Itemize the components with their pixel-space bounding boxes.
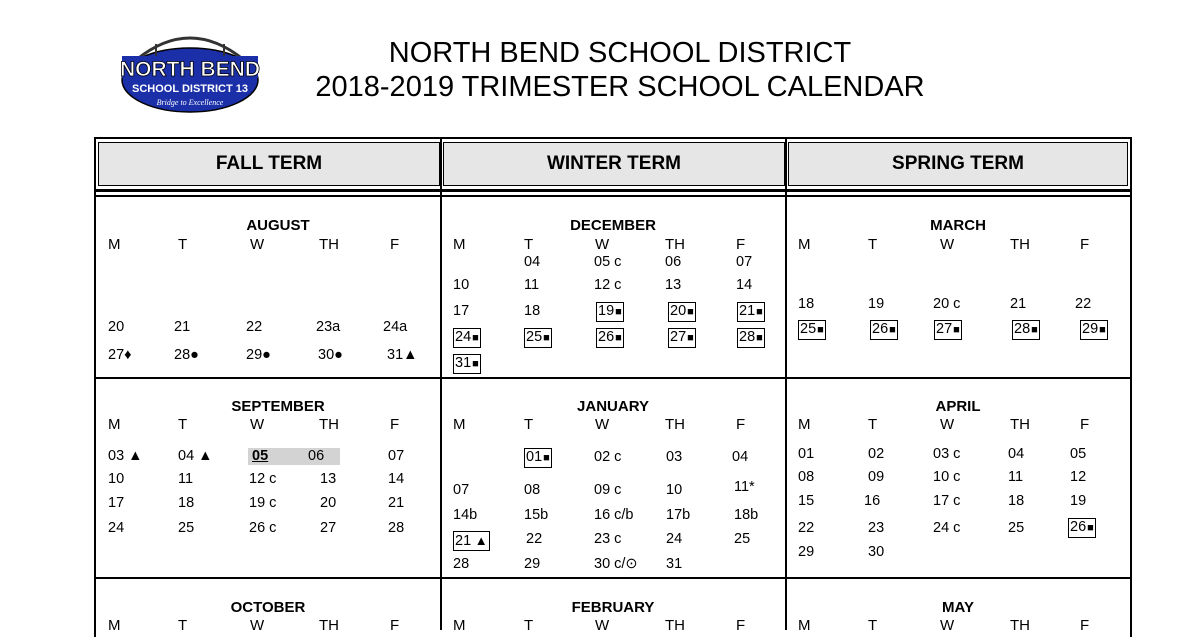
month-october: OCTOBER xyxy=(230,599,306,616)
month-may: MAY xyxy=(942,599,974,616)
weekday-label: W xyxy=(940,617,955,634)
day-jan-16: 16 c/b xyxy=(594,507,634,523)
month-february: FEBRUARY xyxy=(571,599,655,616)
day-sep-06: 06 xyxy=(304,448,340,465)
day-dec-24: 24 ■ xyxy=(453,328,481,348)
day-sep-19: 19 c xyxy=(249,495,277,511)
weekday-label: TH xyxy=(665,236,685,253)
day-dec-05: 05 c xyxy=(594,254,622,270)
weekday-label: M xyxy=(798,416,811,433)
day-sep-18: 18 xyxy=(178,495,195,511)
day-dec-27: 27 ■ xyxy=(668,328,696,348)
day-apr-03: 03 c xyxy=(933,446,961,462)
day-sep-21: 21 xyxy=(388,495,405,511)
day-jan-07: 07 xyxy=(453,482,470,498)
day-sep-13: 13 xyxy=(320,471,337,487)
day-sep-27: 27 xyxy=(320,520,337,536)
page-title-calendar: 2018-2019 TRIMESTER SCHOOL CALENDAR xyxy=(315,71,925,103)
weekday-label: W xyxy=(595,236,610,253)
weekday-label: W xyxy=(595,617,610,634)
day-jan-22: 22 xyxy=(526,531,543,547)
day-jan-09: 09 c xyxy=(594,482,622,498)
day-jan-02: 02 c xyxy=(594,449,622,465)
day-apr-12: 12 xyxy=(1070,469,1087,485)
weekday-label: M xyxy=(798,236,811,253)
day-jan-10: 10 xyxy=(666,482,683,498)
weekday-label: W xyxy=(940,236,955,253)
day-sep-25: 25 xyxy=(178,520,195,536)
day-sep-07: 07 xyxy=(388,448,405,464)
day-apr-16: 16 xyxy=(864,493,881,509)
weekday-label: M xyxy=(453,617,466,634)
weekday-label: W xyxy=(250,416,265,433)
day-dec-04: 04 xyxy=(524,254,541,270)
day-apr-10: 10 c xyxy=(933,469,961,485)
day-sep-26: 26 c xyxy=(249,520,277,536)
day-apr-18: 18 xyxy=(1008,493,1025,509)
weekday-label: M xyxy=(108,416,121,433)
weekday-label: F xyxy=(390,236,400,253)
weekday-label: TH xyxy=(1010,416,1030,433)
day-sep-12: 12 c xyxy=(249,471,277,487)
day-mar-20: 20 c xyxy=(933,296,961,312)
day-jan-14: 14b xyxy=(453,507,478,523)
weekday-label: T xyxy=(868,617,878,634)
day-mar-19: 19 xyxy=(868,296,885,312)
weekday-label: W xyxy=(595,416,610,433)
day-dec-11: 11 xyxy=(524,277,540,293)
day-aug-30: 30● xyxy=(318,347,343,363)
weekday-label: TH xyxy=(665,416,685,433)
day-jan-03: 03 xyxy=(666,449,683,465)
month-december: DECEMBER xyxy=(570,217,656,234)
day-jan-18: 18b xyxy=(734,507,759,523)
weekday-label: F xyxy=(1080,236,1090,253)
day-sep-05: 05 xyxy=(248,448,312,465)
weekday-label: TH xyxy=(319,236,339,253)
day-sep-03: 03 ▲ xyxy=(108,448,143,464)
day-apr-22: 22 xyxy=(798,520,815,536)
weekday-label: F xyxy=(736,236,746,253)
day-dec-13: 13 xyxy=(665,277,682,293)
day-dec-12: 12 c xyxy=(594,277,622,293)
day-dec-14: 14 xyxy=(736,277,753,293)
day-apr-24: 24 c xyxy=(933,520,961,536)
day-jan-17: 17b xyxy=(666,507,691,523)
day-mar-29: 29 ■ xyxy=(1080,320,1108,340)
page-title-district: NORTH BEND SCHOOL DISTRICT xyxy=(388,37,852,69)
day-dec-18: 18 xyxy=(524,303,541,319)
weekday-label: T xyxy=(178,236,188,253)
weekday-label: TH xyxy=(1010,617,1030,634)
day-sep-28: 28 xyxy=(388,520,405,536)
day-dec-26: 26 ■ xyxy=(596,328,624,348)
day-aug-23: 23a xyxy=(316,319,341,335)
logo-tagline: Bridge to Excellence xyxy=(156,98,224,107)
weekday-label: F xyxy=(390,416,400,433)
day-apr-17: 17 c xyxy=(933,493,961,509)
column-divider-2 xyxy=(785,139,787,630)
weekday-label: F xyxy=(736,617,746,634)
day-mar-28: 28 ■ xyxy=(1012,320,1040,340)
weekday-label: W xyxy=(250,617,265,634)
weekday-label: M xyxy=(453,236,466,253)
month-january: JANUARY xyxy=(577,398,649,415)
day-jan-04: 04 xyxy=(732,449,749,465)
weekday-label: TH xyxy=(319,617,339,634)
weekday-label: W xyxy=(250,236,265,253)
weekday-label: T xyxy=(524,416,534,433)
row-divider-2 xyxy=(96,577,1130,579)
day-mar-22: 22 xyxy=(1075,296,1092,312)
day-apr-04: 04 xyxy=(1008,446,1025,462)
weekday-label: T xyxy=(524,617,534,634)
day-dec-17: 17 xyxy=(453,303,470,319)
spring-term-header: SPRING TERM xyxy=(788,142,1128,186)
day-apr-15: 15 xyxy=(798,493,815,509)
day-aug-29: 29● xyxy=(246,347,271,363)
weekday-label: W xyxy=(940,416,955,433)
day-dec-21: 21 ■ xyxy=(737,302,765,322)
weekday-label: TH xyxy=(319,416,339,433)
month-august: AUGUST xyxy=(246,217,310,234)
day-aug-27: 27♦ xyxy=(108,347,132,363)
day-dec-28: 28 ■ xyxy=(737,328,765,348)
day-jan-23: 23 c xyxy=(594,531,622,547)
day-jan-08: 08 xyxy=(524,482,541,498)
day-apr-09: 09 xyxy=(868,469,885,485)
winter-term-header: WINTER TERM xyxy=(443,142,785,186)
day-sep-04: 04 ▲ xyxy=(178,448,213,464)
column-divider-1 xyxy=(440,139,442,630)
day-apr-25: 25 xyxy=(1008,520,1025,536)
day-jan-31: 31 xyxy=(666,556,683,572)
day-apr-02: 02 xyxy=(868,446,885,462)
day-aug-31: 31▲ xyxy=(387,347,418,363)
day-dec-19: 19 ■ xyxy=(596,302,624,322)
day-jan-29: 29 xyxy=(524,556,541,572)
day-mar-18: 18 xyxy=(798,296,815,312)
day-jan-30: 30 c/⊙ xyxy=(594,556,638,572)
district-logo xyxy=(116,22,264,114)
weekday-label: M xyxy=(108,617,121,634)
day-aug-20: 20 xyxy=(108,319,125,335)
day-jan-01: 01 ■ xyxy=(524,448,552,468)
day-sep-24: 24 xyxy=(108,520,125,536)
logo-district: SCHOOL DISTRICT 13 xyxy=(132,83,248,95)
day-sep-14: 14 xyxy=(388,471,405,487)
day-sep-17: 17 xyxy=(108,495,125,511)
day-dec-07: 07 xyxy=(736,254,753,270)
day-jan-21: 21 ▲ xyxy=(453,531,490,551)
day-mar-26: 26 ■ xyxy=(870,320,898,340)
day-aug-24: 24a xyxy=(383,319,408,335)
weekday-label: T xyxy=(178,617,188,634)
day-jan-11: 11* xyxy=(734,479,755,495)
day-jan-15: 15b xyxy=(524,507,549,523)
header-divider xyxy=(96,189,1130,192)
day-jan-28: 28 xyxy=(453,556,470,572)
day-apr-11: 11 xyxy=(1008,469,1024,485)
day-aug-21: 21 xyxy=(174,319,191,335)
day-mar-21: 21 xyxy=(1010,296,1027,312)
day-jan-24: 24 xyxy=(666,531,683,547)
weekday-label: T xyxy=(868,416,878,433)
weekday-label: T xyxy=(868,236,878,253)
day-sep-10: 10 xyxy=(108,471,125,487)
month-march: MARCH xyxy=(930,217,986,234)
weekday-label: T xyxy=(178,416,188,433)
day-apr-26: 26 ■ xyxy=(1068,518,1096,538)
weekday-label: TH xyxy=(1010,236,1030,253)
weekday-label: M xyxy=(798,617,811,634)
month-april: APRIL xyxy=(935,398,981,415)
day-apr-01: 01 xyxy=(798,446,815,462)
month-september: SEPTEMBER xyxy=(231,398,325,415)
day-aug-22: 22 xyxy=(246,319,263,335)
day-apr-08: 08 xyxy=(798,469,815,485)
day-dec-31: 31 ■ xyxy=(453,354,481,374)
day-apr-05: 05 xyxy=(1070,446,1087,462)
header-divider-2 xyxy=(96,195,1130,197)
day-sep-20: 20 xyxy=(320,495,337,511)
weekday-label: F xyxy=(1080,617,1090,634)
weekday-label: F xyxy=(1080,416,1090,433)
day-dec-10: 10 xyxy=(453,277,470,293)
weekday-label: TH xyxy=(665,617,685,634)
weekday-label: M xyxy=(453,416,466,433)
logo-name: NORTH BEND xyxy=(120,58,260,81)
weekday-label: M xyxy=(108,236,121,253)
day-apr-19: 19 xyxy=(1070,493,1087,509)
row-divider-1 xyxy=(96,377,1130,379)
weekday-label: F xyxy=(390,617,400,634)
day-dec-06: 06 xyxy=(665,254,682,270)
day-apr-23: 23 xyxy=(868,520,885,536)
day-mar-27: 27 ■ xyxy=(934,320,962,340)
weekday-label: F xyxy=(736,416,746,433)
weekday-label: T xyxy=(524,236,534,253)
day-aug-28: 28● xyxy=(174,347,199,363)
day-dec-20: 20 ■ xyxy=(668,302,696,322)
day-apr-29: 29 xyxy=(798,544,815,560)
day-dec-25: 25 ■ xyxy=(524,328,552,348)
day-apr-30: 30 xyxy=(868,544,885,560)
day-jan-25: 25 xyxy=(734,531,751,547)
day-mar-25: 25 ■ xyxy=(798,320,826,340)
fall-term-header: FALL TERM xyxy=(98,142,440,186)
day-sep-11: 11 xyxy=(178,471,194,487)
